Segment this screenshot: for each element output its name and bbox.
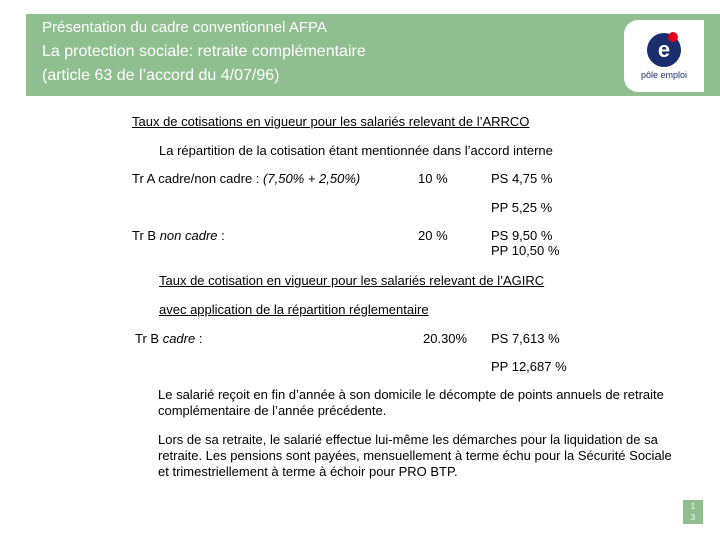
arrco-title: Taux de cotisations en vigueur pour les salariés relevant de l’ARRCO [132, 114, 530, 129]
arrco-tr-b-suffix: : [217, 228, 225, 243]
page-number-bottom: 3 [690, 513, 696, 522]
paragraph-annual-statement: Le salarié reçoit en fin d’année à son domicile le décompte de points annuels de retraite complémentaire de l’année précédente. [158, 387, 664, 418]
header-title-line-1: Présentation du cadre conventionnel AFPA [42, 19, 327, 36]
agirc-tr-b-label [135, 331, 202, 346]
arrco-tr-a-label [132, 171, 360, 186]
agirc-subtitle: avec application de la répartition réglementaire [159, 302, 429, 317]
agirc-tr-b-detail: cadre [162, 331, 196, 346]
arrco-tr-b-pp: PP 10,50 % [491, 243, 560, 258]
agirc-tr-b-label-text: Tr B [135, 331, 163, 346]
agirc-tr-b-pp: PP 12,687 % [491, 359, 567, 374]
arrco-tr-b-ps: PS 9,50 % [491, 228, 553, 243]
arrco-tr-b-detail: non cadre [159, 228, 218, 243]
agirc-tr-b-ps: PS 7,613 % [491, 331, 560, 346]
paragraph-retirement-procedure: Lors de sa retraite, le salarié effectue lui-même les démarches pour la liquidation de sa retraite. Les pensions sont payées, mensuellement à terme échu pour la Sécurité Sociale et trimestriellement à terme à échoir pour PRO BTP. [158, 432, 672, 479]
agirc-title: Taux de cotisation en vigueur pour les salariés relevant de l’AGIRC [159, 273, 545, 288]
agirc-tr-b-suffix: : [195, 331, 203, 346]
pole-emploi-logo-icon [642, 28, 686, 70]
arrco-tr-b-label-text: Tr B [132, 228, 160, 243]
arrco-subtitle: La répartition de la cotisation étant mentionnée dans l’accord interne [159, 143, 553, 158]
arrco-tr-a-rate: 10 % [418, 171, 448, 186]
arrco-tr-b-label [132, 228, 225, 243]
arrco-tr-a-pp: PP 5,25 % [491, 200, 553, 215]
arrco-tr-b-rate: 20 % [418, 228, 448, 243]
logo-text: pôle emploi [640, 70, 688, 80]
page-number-top: 1 [690, 502, 696, 511]
page-number-badge [683, 500, 703, 524]
logo-letter: e [657, 37, 671, 62]
header-title-line-3: (article 63 de l’accord du 4/07/96) [42, 67, 280, 84]
arrco-tr-a-detail: (7,50% + 2,50%) [263, 171, 361, 186]
arrco-tr-a-ps: PS 4,75 % [491, 171, 553, 186]
header-title-line-2: La protection sociale: retraite complémentaire [42, 43, 366, 60]
slide-header [26, 14, 720, 96]
agirc-tr-b-rate: 20.30% [423, 331, 468, 346]
arrco-tr-a-label-text: Tr A cadre/non cadre : [132, 171, 264, 186]
pole-emploi-logo [624, 20, 704, 92]
